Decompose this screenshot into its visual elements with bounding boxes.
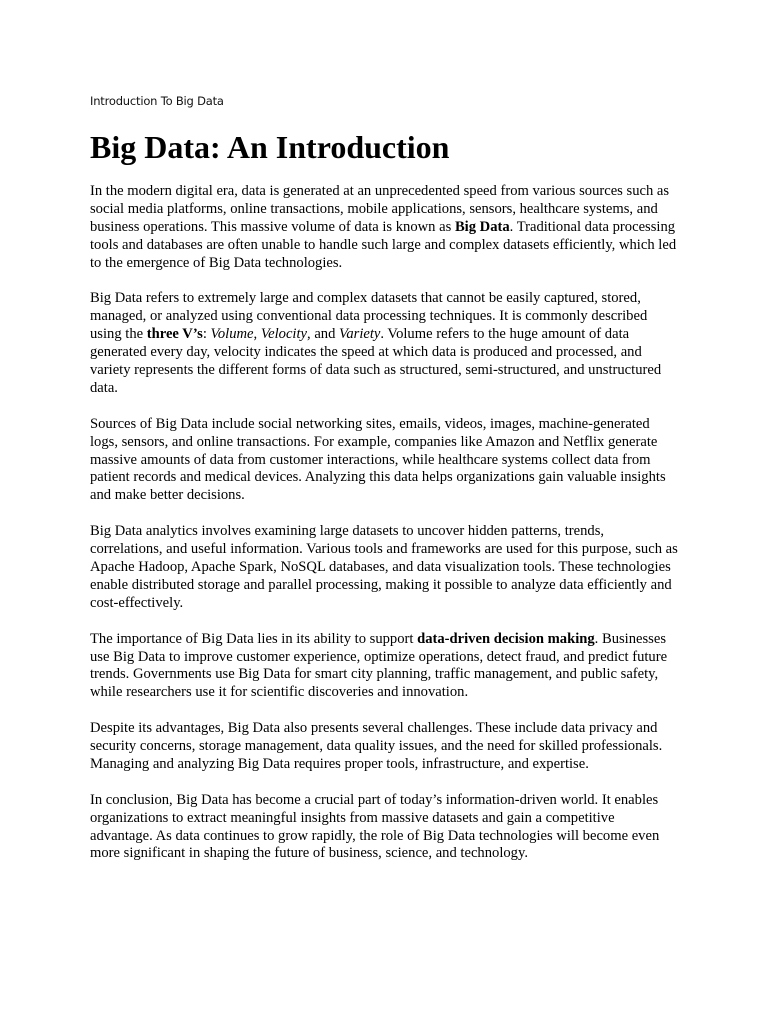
- document-body: [90, 183, 680, 881]
- paragraph-text: :: [202, 326, 211, 343]
- italic-term: Volume: [210, 326, 254, 343]
- paragraph-text: , and: [307, 326, 340, 343]
- paragraph-text: In the modern digital era, data is generated at an unprecedented speed from various sources such as social media platforms, online transactions, mobile applications, sensors, healthcare systems, and business operations. This massive volume of data is known as: [90, 183, 670, 235]
- bold-term: data-driven decision making: [417, 630, 595, 647]
- bold-term: three V’s: [146, 326, 203, 343]
- italic-term: Velocity: [260, 326, 308, 343]
- paragraph-text: . Volume refers to the huge amount of data generated every day, velocity indicates the speed at which data is produced and processed, and variety represents the different forms of data such as structured, semi-structured, and unstructured data.: [90, 326, 662, 396]
- paragraph-analytics: Big Data analytics involves examining large datasets to uncover hidden patterns, trends, correlations, and useful information. Various tools and frameworks are used for this purpose, such as Apache Hadoop, Apache Spark, NoSQL databases, and data visualization tools. These technologies enable distributed storage and parallel processing, making it possible to analyze data efficiently and cost-effectively.: [90, 523, 678, 611]
- page-title: Big Data: An Introduction: [90, 129, 450, 165]
- paragraph-conclusion: In conclusion, Big Data has become a crucial part of today’s information-driven world. It enables organizations to extract meaningful insights from massive datasets and gain a competitive advantage. As data continues to grow rapidly, the role of Big Data technologies will become even more significant in shaping the future of business, science, and technology.: [90, 791, 660, 862]
- paragraph-text: The importance of Big Data lies in its ability to support: [90, 630, 418, 647]
- paragraph-intro: [90, 183, 680, 273]
- paragraph-text: ,: [253, 326, 261, 343]
- paragraph-definition: [90, 290, 680, 397]
- paragraph-text: . Traditional data processing tools and databases are often unable to handle such large and complex datasets efficiently, which led to the emergence of Big Data technologies.: [90, 218, 677, 271]
- page-header: Introduction To Big Data: [90, 94, 224, 108]
- paragraph-challenges: Despite its advantages, Big Data also presents several challenges. These include data privacy and security concerns, storage management, data quality issues, and the need for skilled professionals. Managing and analyzing Big Data requires proper tools, infrastructure, and expertise.: [90, 720, 663, 772]
- paragraph-text: . Businesses use Big Data to improve customer experience, optimize operations, detect fraud, and predict future trends. Governments use Big Data for smart city planning, traffic management, and public safety, while researchers use it for scientific discoveries and innovation.: [90, 630, 668, 701]
- paragraph-importance: [90, 631, 680, 703]
- bold-term: Big Data: [454, 218, 510, 235]
- italic-term: Variety: [339, 326, 381, 343]
- paragraph-text: Big Data refers to extremely large and complex datasets that cannot be easily captured, stored, managed, or analyzed using conventional data processing techniques. It is commonly described using the: [90, 290, 648, 343]
- paragraph-sources: Sources of Big Data include social networking sites, emails, videos, images, machine-generated logs, sensors, and online transactions. For example, companies like Amazon and Netflix generate massive amounts of data from customer interactions, while healthcare systems collect data from patient records and medical devices. Analyzing this data helps organizations gain valuable insights and make better decisions.: [90, 415, 666, 504]
